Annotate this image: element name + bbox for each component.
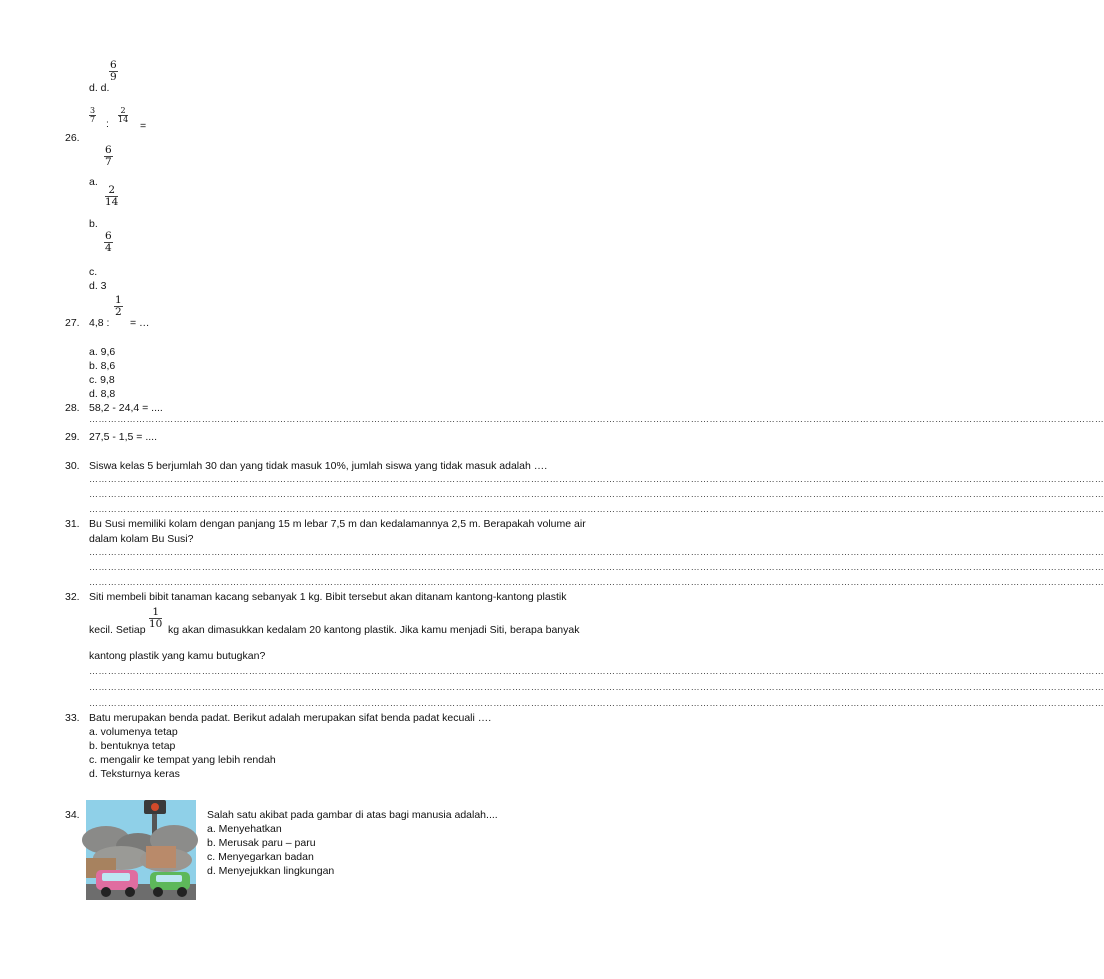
fraction-6-9: $\frac{6}{9}$ [110,59,117,83]
q34-option-c: c. Menyegarkan badan [207,851,314,863]
q34-text: Salah satu akibat pada gambar di atas bagi manusia adalah.... [207,809,498,821]
answer-line: ……………………………………………………………………………………………………………………………………………………………………………………………………………………………………………………………………………………………… [89,698,1104,708]
q26-operator: : [106,118,109,130]
answer-line: ……………………………………………………………………………………………………………………………………………………………………………………………………………………………………………………………………………………………… [89,474,1104,484]
q27-expression: 4,8 : [89,317,110,329]
q27-result: = … [130,317,150,329]
q31-line-1: Bu Susi memiliki kolam dengan panjang 15 m lebar 7,5 m dan kedalamannya 2,5 m. Berapakah volume air [89,518,586,530]
q32-line-3: kantong plastik yang kamu butugkan? [89,650,266,662]
q32-line-2-end: kg akan dimasukkan kedalam 20 kantong plastik. Jika kamu menjadi Siti, berapa banyak [168,624,580,636]
q32-line-1: Siti membeli bibit tanaman kacang sebanyak 1 kg. Bibit tersebut akan ditanam kantong-kantong plastik [89,591,567,603]
q26-equals: = [140,120,147,132]
q28-text: 58,2 - 24,4 = .... [89,402,163,414]
q33-text: Batu merupakan benda padat. Berikut adalah merupakan sifat benda padat kecuali …. [89,712,492,724]
answer-line: ……………………………………………………………………………………………………………………………………………………………………………………………………………………………………………………………………………………………… [89,577,1104,587]
q26-fraction-b: $\frac{2}{14}$ [105,184,119,208]
answer-line: ……………………………………………………………………………………………………………………………………………………………………………………………………………………………………………………………………………………………… [89,414,1104,424]
answer-line: ……………………………………………………………………………………………………………………………………………………………………………………………………………………………………………………………………………………………… [89,666,1104,676]
q26-option-d: d. 3 [89,280,107,292]
answer-line: ……………………………………………………………………………………………………………………………………………………………………………………………………………………………………………………………………………………………… [89,562,1104,572]
q27-fraction: $\frac{1}{2}$ [115,294,122,318]
traffic-pollution-illustration [86,800,196,900]
q34-option-d: d. Menyejukkan lingkungan [207,865,335,877]
q26-fraction-1: $\frac{3}{7}$ [90,106,96,124]
q26-fraction-c: $\frac{6}{4}$ [105,230,112,254]
option-d: d. d. [89,82,110,94]
q31-line-2: dalam kolam Bu Susi? [89,533,194,545]
answer-line: ……………………………………………………………………………………………………………………………………………………………………………………………………………………………………………………………………………………………… [89,682,1104,692]
q34-option-a: a. Menyehatkan [207,823,282,835]
q33-option-b: b. bentuknya tetap [89,740,176,752]
q27-number: 27. [65,317,80,329]
q33-option-c: c. mengalir ke tempat yang lebih rendah [89,754,276,766]
answer-line: ……………………………………………………………………………………………………………………………………………………………………………………………………………………………………………………………………………………………… [89,504,1104,514]
q33-option-d: d. Teksturnya keras [89,768,180,780]
q27-option-a: a. 9,6 [89,346,116,358]
answer-line: ……………………………………………………………………………………………………………………………………………………………………………………………………………………………………………………………………………………………… [89,489,1104,499]
answer-line: ……………………………………………………………………………………………………………………………………………………………………………………………………………………………………………………………………………………………… [89,547,1104,557]
q27-option-c: c. 9,8 [89,374,115,386]
q26-option-a: a. [89,176,98,188]
q32-number: 32. [65,591,80,603]
q26-number: 26. [65,132,80,144]
q26-fraction-a: $\frac{6}{7}$ [105,144,112,168]
q30-text: Siswa kelas 5 berjumlah 30 dan yang tidak masuk 10%, jumlah siswa yang tidak masuk adalah …. [89,460,548,472]
q28-number: 28. [65,402,80,414]
q26-option-b: b. [89,218,98,230]
q27-option-d: d. 8,8 [89,388,116,400]
q30-number: 30. [65,460,80,472]
q26-fraction-2: $\frac{2}{14}$ [118,106,129,124]
q33-number: 33. [65,712,80,724]
q33-option-a: a. volumenya tetap [89,726,178,738]
q26-option-c: c. [89,266,98,278]
q34-number: 34. [65,809,80,821]
q34-option-b: b. Merusak paru – paru [207,837,316,849]
q27-option-b: b. 8,6 [89,360,116,372]
q31-number: 31. [65,518,80,530]
q29-text: 27,5 - 1,5 = .... [89,431,157,443]
q32-line-2-start: kecil. Setiap [89,624,146,636]
q32-fraction: $\frac{1}{10}$ [149,606,163,630]
q29-number: 29. [65,431,80,443]
